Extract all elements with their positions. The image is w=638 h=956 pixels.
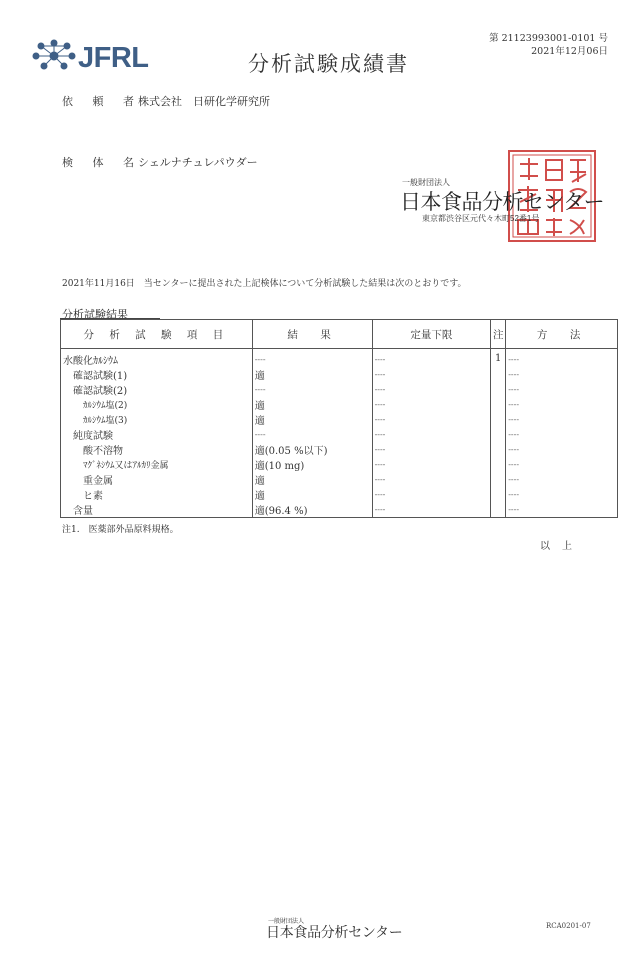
document-number: 第 21123993001-0101 号 bbox=[489, 33, 608, 44]
intro-text: 2021年11月16日 当センターに提出された上記検体について分析試験した結果は次のとおりです。 bbox=[62, 279, 467, 289]
table-row bbox=[61, 472, 618, 487]
header-item: 分 析 試 験 項 目 bbox=[61, 320, 253, 349]
result-cell: ---- bbox=[252, 349, 372, 368]
result-cell: ---- bbox=[252, 427, 372, 442]
organization-address: 東京都渋谷区元代々木町52番1号 bbox=[422, 214, 540, 223]
method-cell: ---- bbox=[506, 412, 618, 427]
table-row bbox=[61, 502, 618, 518]
header-result: 結 果 bbox=[252, 320, 372, 349]
note-cell bbox=[491, 442, 506, 457]
note-cell bbox=[491, 457, 506, 472]
result-cell: ---- bbox=[252, 382, 372, 397]
footer-organization-prefix: 一般財団法人 bbox=[268, 919, 305, 925]
issue-date: 2021年12月06日 bbox=[531, 46, 608, 57]
result-cell: 適(0.05 %以下) bbox=[252, 442, 372, 457]
results-section-title: 分析試験結果 bbox=[62, 308, 128, 321]
limit-cell: ---- bbox=[372, 472, 491, 487]
result-cell: 適 bbox=[252, 397, 372, 412]
result-cell: 適(96.4 %) bbox=[252, 502, 372, 518]
method-cell: ---- bbox=[506, 367, 618, 382]
result-cell: 適 bbox=[252, 487, 372, 502]
item-cell: 重金属 bbox=[61, 472, 253, 487]
method-cell: ---- bbox=[506, 397, 618, 412]
item-cell: ｶﾙｼｳﾑ塩(2) bbox=[61, 397, 253, 412]
item-cell: ｶﾙｼｳﾑ塩(3) bbox=[61, 412, 253, 427]
limit-cell: ---- bbox=[372, 349, 491, 368]
table-row bbox=[61, 487, 618, 502]
organization-name: 日本食品分析センター bbox=[400, 191, 605, 214]
note-cell bbox=[491, 427, 506, 442]
table-header-row bbox=[61, 320, 618, 349]
table-row bbox=[61, 349, 618, 368]
table-row bbox=[61, 382, 618, 397]
note-cell bbox=[491, 472, 506, 487]
item-cell: 純度試験 bbox=[61, 427, 253, 442]
item-cell: 確認試験(2) bbox=[61, 382, 253, 397]
limit-cell: ---- bbox=[372, 397, 491, 412]
header-note: 注 bbox=[491, 320, 506, 349]
table-row bbox=[61, 412, 618, 427]
limit-cell: ---- bbox=[372, 367, 491, 382]
note-cell bbox=[491, 397, 506, 412]
limit-cell: ---- bbox=[372, 457, 491, 472]
item-cell: ﾏｸﾞﾈｼｳﾑ又はｱﾙｶﾘ金属 bbox=[61, 457, 253, 472]
limit-cell: ---- bbox=[372, 382, 491, 397]
item-cell: 確認試験(1) bbox=[61, 367, 253, 382]
footnote: 注1. 医薬部外品原料規格。 bbox=[62, 525, 179, 535]
item-cell: 含量 bbox=[61, 502, 253, 518]
result-cell: 適 bbox=[252, 472, 372, 487]
note-cell bbox=[491, 487, 506, 502]
sample-value: シェルナチュレパウダー bbox=[138, 156, 258, 169]
client-label: 依 頼 者 bbox=[62, 95, 142, 108]
item-cell: 水酸化ｶﾙｼｳﾑ bbox=[61, 349, 253, 368]
table-row bbox=[61, 457, 618, 472]
limit-cell: ---- bbox=[372, 442, 491, 457]
method-cell: ---- bbox=[506, 457, 618, 472]
method-cell: ---- bbox=[506, 349, 618, 368]
note-cell bbox=[491, 502, 506, 518]
method-cell: ---- bbox=[506, 502, 618, 518]
note-cell: 1 bbox=[491, 349, 506, 368]
table-row bbox=[61, 367, 618, 382]
note-cell bbox=[491, 382, 506, 397]
footer-organization-name: 日本食品分析センター bbox=[266, 924, 403, 940]
method-cell: ---- bbox=[506, 487, 618, 502]
result-cell: 適(10 mg) bbox=[252, 457, 372, 472]
page-title: 分析試験成績書 bbox=[248, 52, 409, 76]
closing-mark: 以上 bbox=[540, 541, 584, 552]
client-value: 株式会社 日研化学研究所 bbox=[138, 95, 270, 108]
results-table bbox=[60, 319, 618, 518]
table-row bbox=[61, 442, 618, 457]
method-cell: ---- bbox=[506, 472, 618, 487]
table-row bbox=[61, 427, 618, 442]
limit-cell: ---- bbox=[372, 412, 491, 427]
document-number-block bbox=[489, 32, 608, 58]
method-cell: ---- bbox=[506, 442, 618, 457]
result-cell: 適 bbox=[252, 367, 372, 382]
method-cell: ---- bbox=[506, 382, 618, 397]
limit-cell: ---- bbox=[372, 427, 491, 442]
sample-label: 検 体 名 bbox=[62, 156, 142, 169]
header-method: 方 法 bbox=[506, 320, 618, 349]
note-cell bbox=[491, 412, 506, 427]
item-cell: ヒ素 bbox=[61, 487, 253, 502]
logo-wordmark: JFRL bbox=[78, 42, 149, 74]
form-code: RCA0201-07 bbox=[546, 922, 591, 930]
method-cell: ---- bbox=[506, 427, 618, 442]
limit-cell: ---- bbox=[372, 487, 491, 502]
limit-cell: ---- bbox=[372, 502, 491, 518]
result-cell: 適 bbox=[252, 412, 372, 427]
note-cell bbox=[491, 367, 506, 382]
organization-prefix: 一般財団法人 bbox=[402, 178, 450, 187]
header-limit: 定量下限 bbox=[372, 320, 491, 349]
table-row bbox=[61, 397, 618, 412]
item-cell: 酸不溶物 bbox=[61, 442, 253, 457]
